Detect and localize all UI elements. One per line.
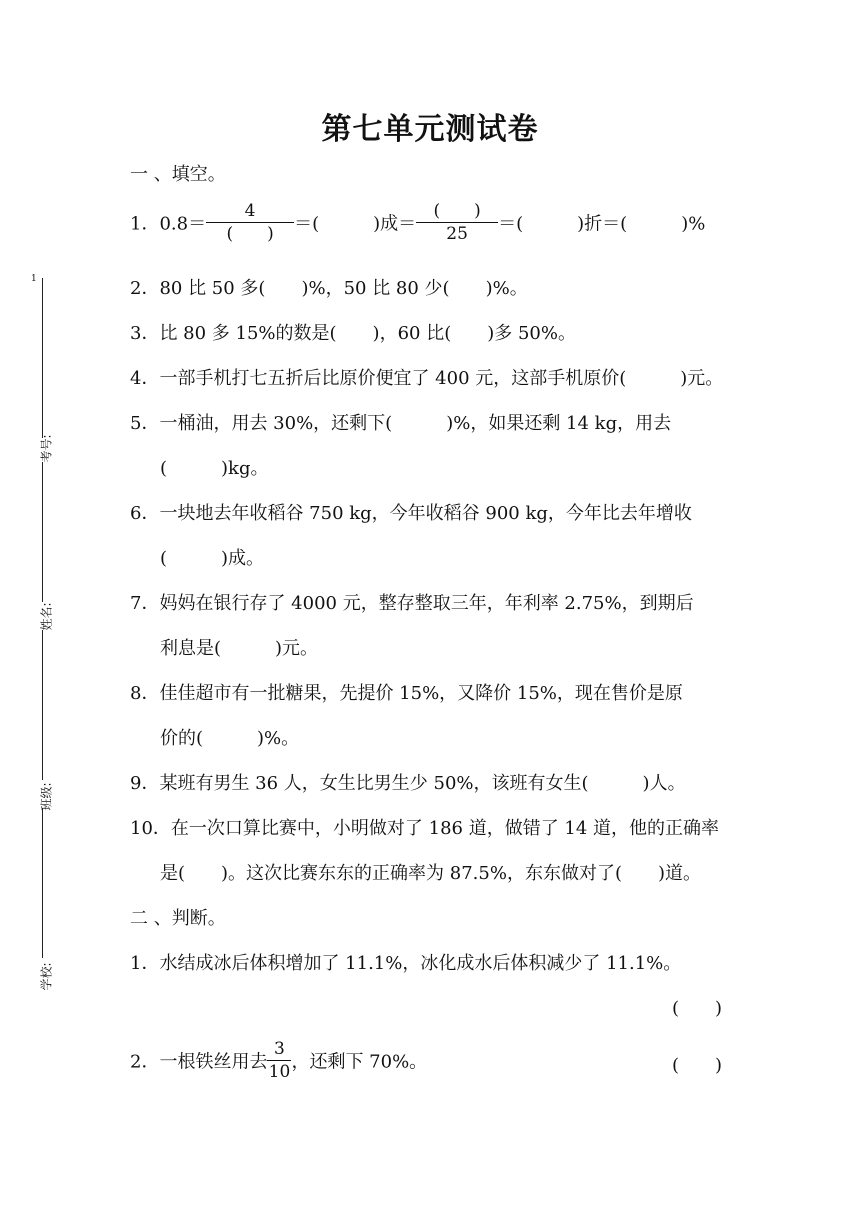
fraction-3-denominator: 10 xyxy=(268,1062,291,1082)
q1-prefix: 1．0.8＝ xyxy=(130,213,207,235)
question-1-6a: 6．一块地去年收稻谷 750 kg，今年收稻谷 900 kg，今年比去年增收 xyxy=(130,503,692,524)
margin-line-4 xyxy=(42,808,43,958)
section1-heading: 一 、填空。 xyxy=(130,164,226,185)
question-1-10a: 10．在一次口算比赛中，小明做对了 186 道，做错了 14 道，他的正确率 xyxy=(130,818,720,839)
question-1-5b: ( )kg。 xyxy=(160,458,269,479)
question-1-7a: 7．妈妈在银行存了 4000 元，整存整取三年，年利率 2.75%，到期后 xyxy=(130,593,694,614)
margin-tick: 1 xyxy=(31,274,37,284)
question-1-5a: 5．一桶油，用去 30%，还剩下( )%，如果还剩 14 kg，用去 xyxy=(130,413,672,434)
section2-heading: 二 、判断。 xyxy=(130,908,226,929)
question-1-3: 3．比 80 多 15%的数是( )，60 比( )多 50%。 xyxy=(130,323,576,344)
question-2-1: 1．水结成冰后体积增加了 11.1%，冰化成水后体积减少了 11.1%。 xyxy=(130,953,682,974)
question-1-9: 9．某班有男生 36 人，女生比男生少 50%，该班有女生( )人。 xyxy=(130,773,686,794)
question-1-8a: 8．佳佳超市有一批糖果，先提价 15%，又降价 15%，现在售价是原 xyxy=(130,683,683,704)
fraction-2-numerator: ( ) xyxy=(433,201,481,221)
fraction-1-numerator: 4 xyxy=(244,201,256,221)
question-1-7b: 利息是( )元。 xyxy=(160,638,319,659)
fraction-3 xyxy=(267,1038,291,1083)
question-2-2 xyxy=(130,1038,427,1083)
q2-2-suffix: ，还剩下 70%。 xyxy=(291,1051,428,1073)
fraction-2-denominator: 25 xyxy=(446,224,468,244)
margin-label-banji: 班级: xyxy=(39,782,54,811)
question-1-8b: 价的( )%。 xyxy=(160,728,300,749)
page-title: 第七单元测试卷 xyxy=(321,112,539,147)
question-1-1 xyxy=(130,200,705,245)
margin-line-2 xyxy=(42,462,43,602)
question-1-6b: ( )成。 xyxy=(160,548,265,569)
fraction-3-numerator: 3 xyxy=(274,1039,285,1059)
fraction-1 xyxy=(206,200,294,245)
question-1-10b: 是( )。这次比赛东东的正确率为 87.5%，东东做对了( )道。 xyxy=(160,863,701,884)
margin-label-xingming: 姓名: xyxy=(39,602,54,631)
answer-paren-2-2[interactable]: ( ) xyxy=(672,1055,723,1076)
q1-mid: ＝( )成＝ xyxy=(294,213,417,235)
question-1-2: 2．80 比 50 多( )%，50 比 80 少( )%。 xyxy=(130,278,528,299)
q1-tail: ＝( )折＝( )% xyxy=(498,213,706,235)
fraction-1-denominator: ( ) xyxy=(226,224,274,244)
margin-line-3 xyxy=(42,630,43,780)
fraction-2 xyxy=(416,200,498,245)
answer-paren-2-1[interactable]: ( ) xyxy=(672,998,723,1019)
margin-label-xuexiao: 学校: xyxy=(39,962,54,991)
q2-2-prefix: 2．一根铁丝用去 xyxy=(130,1051,268,1073)
margin-label-kaohao: 考号: xyxy=(39,434,54,463)
question-1-4: 4．一部手机打七五折后比原价便宜了 400 元，这部手机原价( )元。 xyxy=(130,368,724,389)
margin-line-top xyxy=(42,278,43,438)
